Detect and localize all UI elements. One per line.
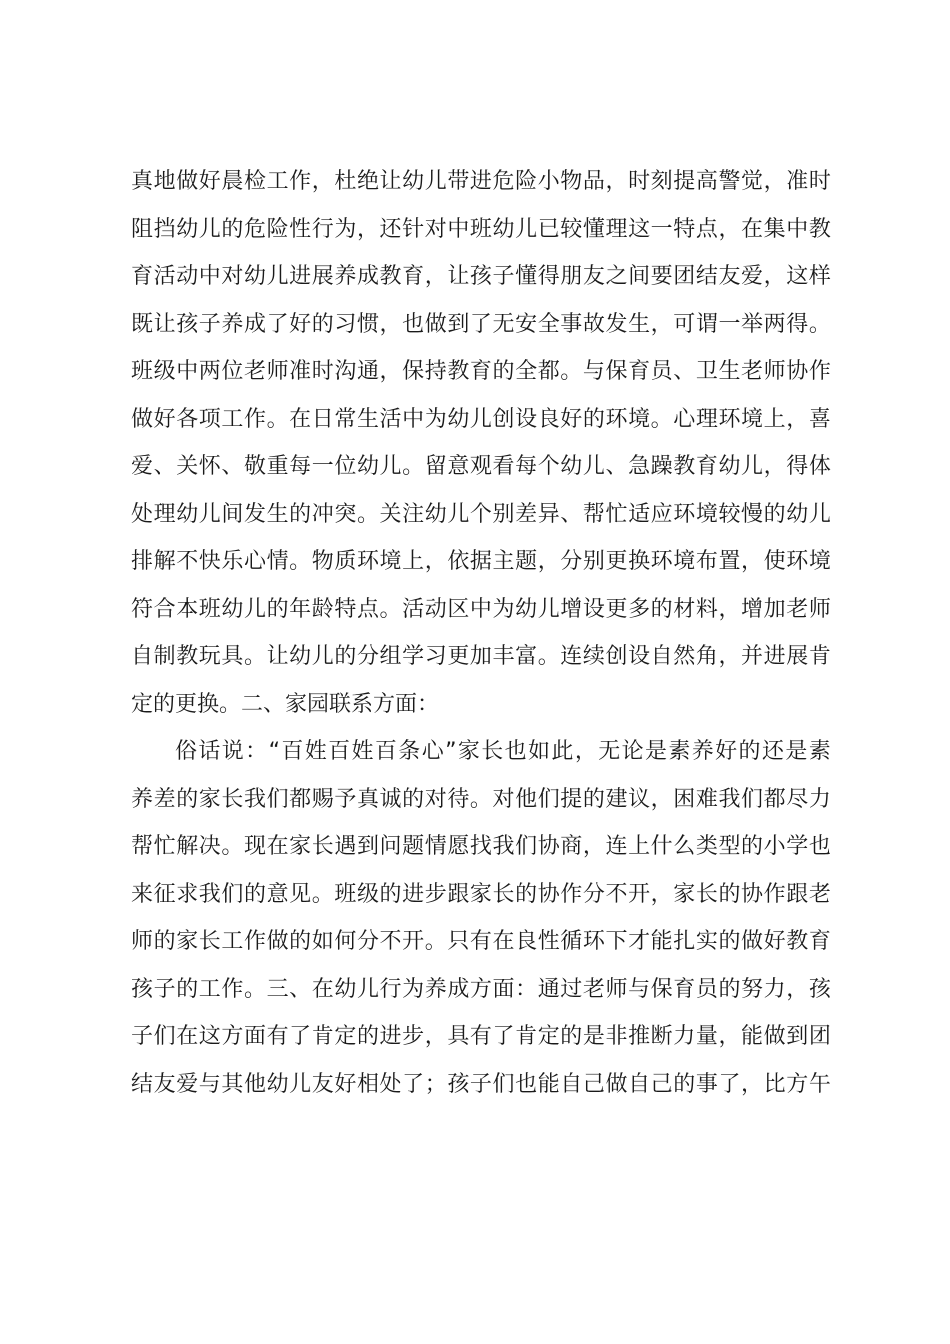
text-line: 符 合 本 班 幼 儿 的 年 龄 特 点 。 活 动 区 中 为 幼 儿 增 设 更 多 的 材 料 ， 增 加 老 师 <box>131 596 831 622</box>
text-line: 养 差 的 家 长 我 们 都 赐 予 真 诚 的 对 待 。 对 他 们 提 的 建 议 ， 困 难 我 们 都 尽 力 <box>131 786 831 812</box>
text-line: 自 制 教 玩 具 。 让 幼 儿 的 分 组 学 习 更 加 丰 富 。 连 续 创 设 自 然 角 ， 并 进 展 肯 <box>131 644 831 669</box>
text-line: 阻 挡 幼 儿 的 危 险 性 行 为 ， 还 针 对 中 班 幼 儿 已 较 懂 理 这 一 特 点 ， 在 集 中 教 <box>131 216 831 242</box>
text-line: 真 地 做 好 晨 检 工 作 ， 杜 绝 让 幼 儿 带 进 危 险 小 物 品 ， 时 刻 提 高 警 觉 ， 准 时 <box>131 169 831 194</box>
text-line: 俗 话 说 ： “ 百 姓 百 姓 百 条 心 ” 家 长 也 如 此 ， 无 论 是 素 养 好 的 还 是 素 <box>175 739 831 764</box>
text-line: 排 解 不 快 乐 心 情 。 物 质 环 境 上 ， 依 据 主 题 ， 分 别 更 换 环 境 布 置 ， 使 环 境 <box>131 549 831 574</box>
text-line: 来 征 求 我 们 的 意 见 。 班 级 的 进 步 跟 家 长 的 协 作 分 不 开 ， 家 长 的 协 作 跟 老 <box>131 881 831 907</box>
text-line: 做 好 各 项 工 作 。 在 日 常 生 活 中 为 幼 儿 创 设 良 好 的 环 境 。 心 理 环 境 上 ， 喜 <box>131 406 831 432</box>
text-line: 师 的 家 长 工 作 做 的 如 何 分 不 开 。 只 有 在 良 性 循 环 下 才 能 扎 实 的 做 好 教 育 <box>131 929 831 954</box>
text-line: 既 让 孩 子 养 成 了 好 的 习 惯 ， 也 做 到 了 无 安 全 事 故 发 生 ， 可 谓 一 举 两 得 。 <box>131 311 831 337</box>
text-line: 处 理 幼 儿 间 发 生 的 冲 突 。 关 注 幼 儿 个 别 差 异 、 帮 忙 适 应 环 境 较 慢 的 幼 儿 <box>131 501 831 527</box>
text-line: 帮 忙 解 决 。 现 在 家 长 遇 到 问 题 情 愿 找 我 们 协 商 ， 连 上 什 么 类 型 的 小 学 也 <box>131 834 831 859</box>
text-line: 定的更换。二、家园联系方面： <box>131 691 440 717</box>
text-line: 孩 子 的 工 作 。 三 、 在 幼 儿 行 为 养 成 方 面 ： 通 过 老 师 与 保 育 员 的 努 力 ， 孩 <box>131 976 831 1002</box>
text-line: 爱 、 关 怀 、 敬 重 每 一 位 幼 儿 。 留 意 观 看 每 个 幼 儿 、 急 躁 教 育 幼 儿 ， 得 体 <box>131 454 831 479</box>
text-line: 结 友 爱 与 其 他 幼 儿 友 好 相 处 了 ； 孩 子 们 也 能 自 己 做 自 己 的 事 了 ， 比 方 午 <box>131 1071 831 1097</box>
text-line: 育 活 动 中 对 幼 儿 进 展 养 成 教 育 ， 让 孩 子 懂 得 朋 友 之 间 要 团 结 友 爱 ， 这 样 <box>131 264 831 289</box>
text-line: 班 级 中 两 位 老 师 准 时 沟 通 ， 保 持 教 育 的 全 都 。 与 保 育 员 、 卫 生 老 师 协 作 <box>131 359 831 384</box>
body-text <box>131 158 831 1108</box>
text-line: 子 们 在 这 方 面 有 了 肯 定 的 进 步 ， 具 有 了 肯 定 的 是 非 推 断 力 量 ， 能 做 到 团 <box>131 1024 831 1049</box>
